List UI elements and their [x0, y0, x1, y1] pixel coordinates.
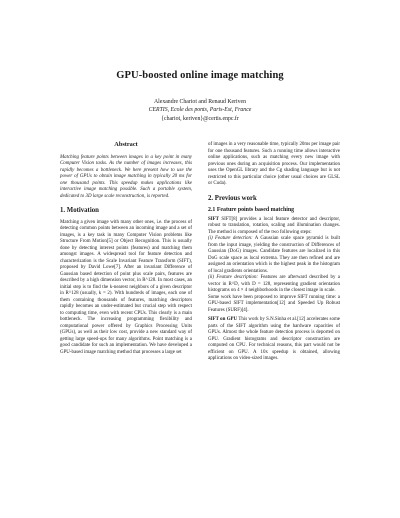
- author-names: Alexandre Chariot and Renaud Keriven: [153, 99, 247, 105]
- paper-title: GPU-boosted online image matching: [116, 70, 284, 81]
- sift-label: SIFT: [208, 216, 219, 222]
- step1-label: (i) Feature detection:: [208, 236, 253, 241]
- left-column: [60, 142, 192, 356]
- right-intro-paragraph: of images in a very reasonable time, typically 20ms per image pair for one thousand features. Such a running time allows interactive online applications, such as matching every new image with previous ones during an acquisition process. Our implementation uses the OpenGL library and the Cg shading language but is not restricted to this particular choice (other usual choices are GLSL or Cuda).: [208, 142, 340, 186]
- step1-paragraph: [208, 236, 340, 275]
- abstract-text: Matching feature points between images in a key point in many Computer Vision tasks. As the number of images increases, this rapidly becomes a bottleneck. We here present how to use the power of GPUs to obtain image matching in typically 20 ms for one thousand points. This speedup makes applications like interactive image matching possible. Such a portable system, dedicated to 3D large scale reconstruction, is reported.: [60, 154, 192, 199]
- motivation-paragraph: Matching a given image with many other ones, i.e. the process of detecting common points between an incoming image and a set of images, is a key task in many Computer Vision problems like Structure From Motion[5] or Object Recognition. This is usually done by detecting interest points (features) and matching them amongst images. A widespread tool for feature detection and characterization is the Scale Invariant Feature Transform (SIFT), proposed by David Lowe[7]. After an invariant Difference of Gaussian based detection of point plus scale pairs, features are described by a high dimension vector, in R^128. In most cases, an initial step is to find the k-nearest neighbors of a given descriptor in R^128 (usually, k = 2). With hundreds of images, each one of them containing thousands of features, matching descriptors rapidly becomes an under-estimated but crucial step with respect to computing time, even with recent CPUs. This clearly is a main bottleneck. The increasing programming flexibility and computational power offered by Graphics Processing Units (GPUs), as well as their low cost, provide a new standard way of getting large speed-ups for many algorithms. Point matching is a good candidate for such an implementation. We have developed a GPU-based image matching method that processes a large set: [60, 219, 192, 355]
- step2-label: (ii) Feature description:: [208, 275, 259, 280]
- sift-paragraph: [208, 217, 340, 237]
- author-email: {chariot, keriven}@certis.enpc.fr: [161, 115, 239, 122]
- section-motivation-heading: 1. Motivation: [60, 207, 99, 214]
- step2-paragraph: [208, 275, 340, 295]
- sift-gpu-label: SIFT on GPU: [208, 317, 238, 322]
- step1-text: A Gaussian scale space pyramid is built from the input image, yielding the construction of Differences of Gaussian (DoG) images. Candidate features are localized in this DoG scale space as local extrema. They are then refined and are assigned an orientation which is the highest peak in the histogram of local gradients orientations.: [208, 236, 340, 274]
- sift-gpu-paragraph: [208, 317, 340, 363]
- author-block: [0, 98, 400, 123]
- right-column: [208, 142, 340, 363]
- sift-gpu-text: This work by S.N.Sinha et al.[12] accelerates some parts of the SIFT algorithm using the hardware capacities of GPUs. Almost the whole feature detection process is deported on GPU. Gradient histograms and descriptor construction are computed on CPU. For technical reasons, this part would not be efficient on GPU. A 10x speedup is obtained, allowing applications on video-sized images.: [208, 317, 340, 361]
- improve-paragraph: Some work have been proposed to improve SIFT running time: a GPU-based SIFT implementation[12] and Speeded Up Robust Features (SURF)[4].: [208, 294, 340, 313]
- step2-text: Features are afterward described by a vector in R^D, with D = 128, representing gradient orientation histograms on 4 × 4 neighborhoods in the closest image in scale.: [208, 275, 341, 293]
- author-affiliation: CERTIS, Ecole des ponts, Paris-Est, France: [148, 107, 252, 114]
- abstract-heading: Abstract: [114, 141, 138, 148]
- sift-text: SIFT[8] provides a local feature detector and descriptor, robust to translation, rotation, scaling and illumination changes. The method is composed of the two following steps:: [208, 216, 341, 235]
- subsection-feature-matching-heading: 2.1 Feature points based matching: [208, 207, 295, 213]
- section-previous-work-heading: 2. Previous work: [208, 194, 257, 202]
